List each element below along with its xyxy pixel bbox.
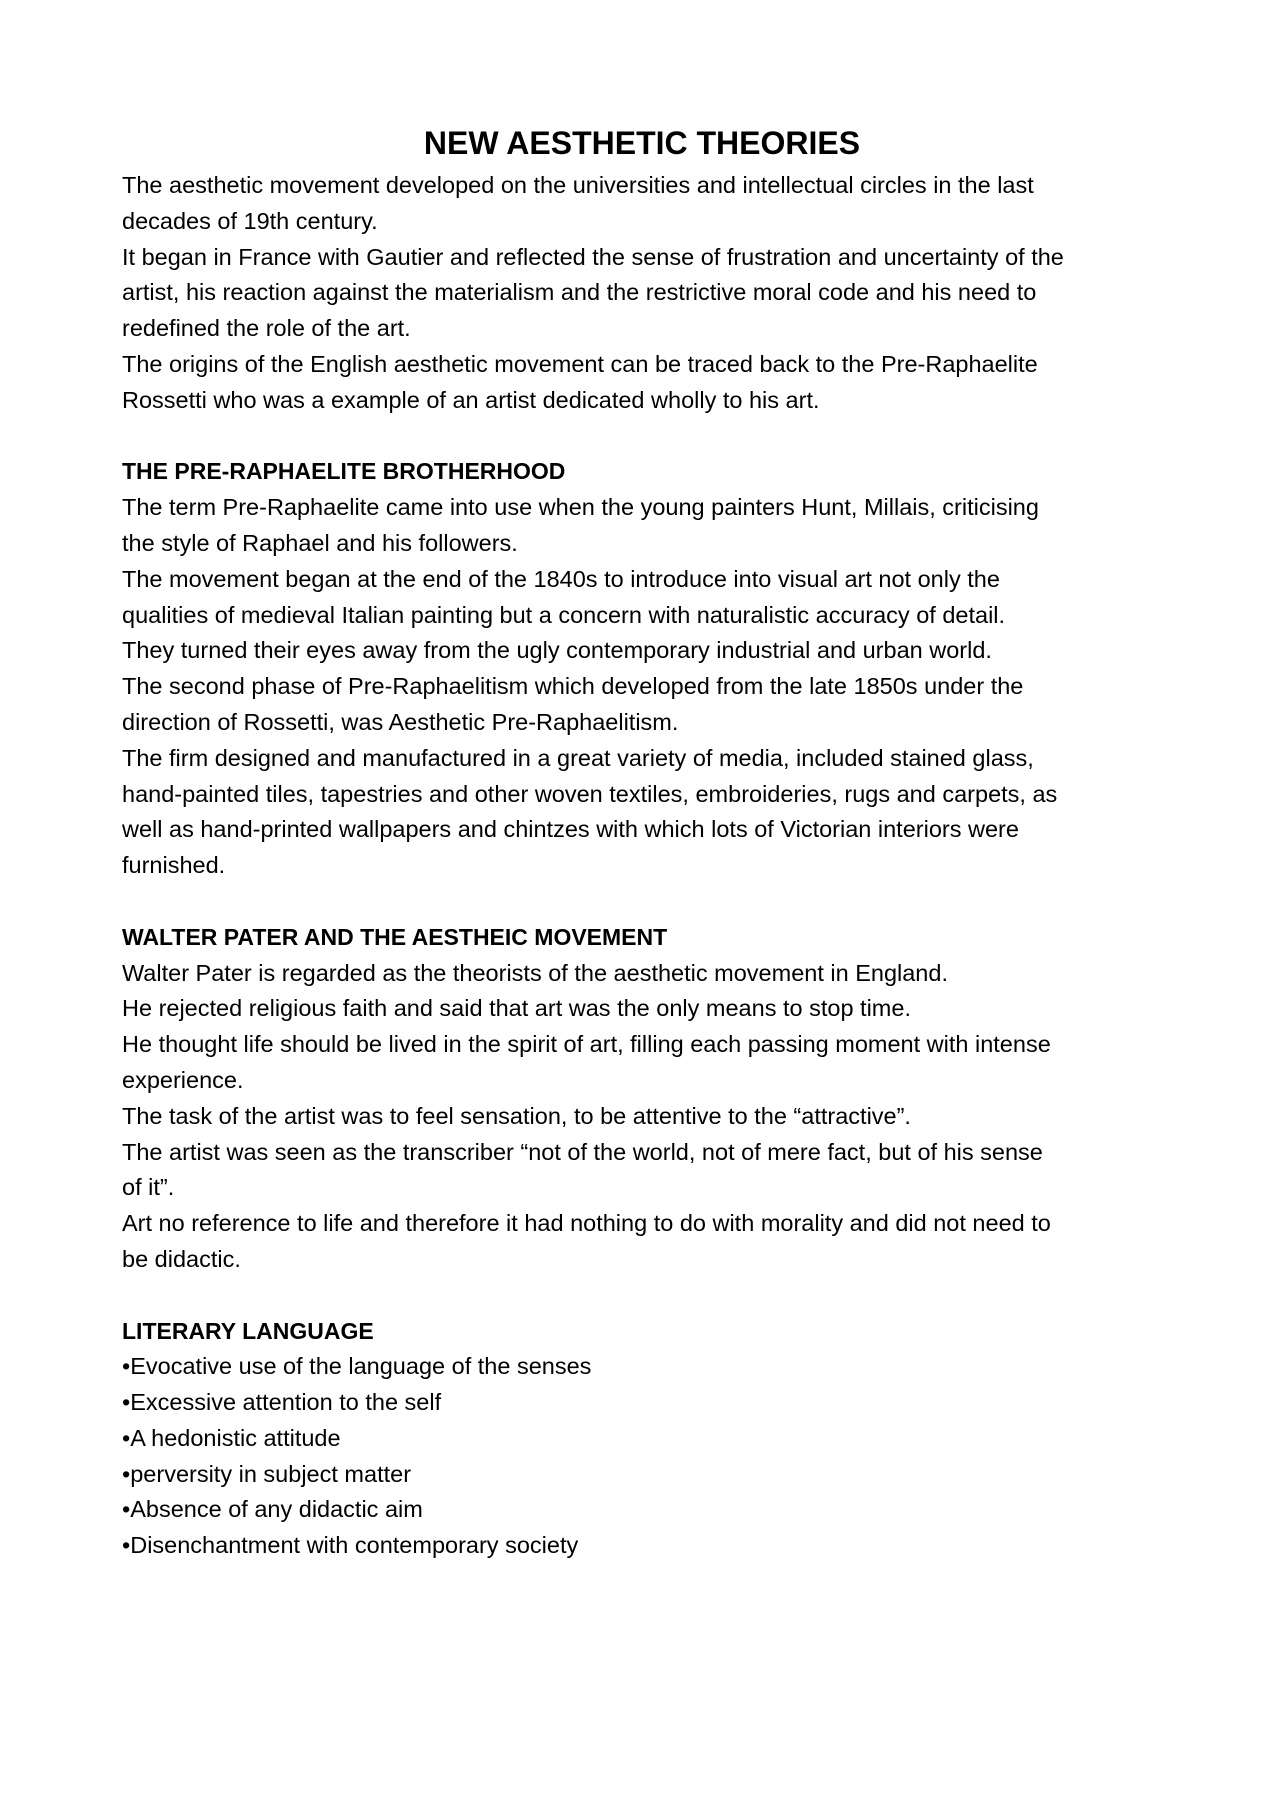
text-line: The aesthetic movement developed on the universities and intellectual circles in the last bbox=[122, 172, 1034, 198]
bullet-item: •Excessive attention to the self bbox=[122, 1389, 442, 1416]
section-heading: LITERARY LANGUAGE bbox=[122, 1317, 374, 1344]
text-line: redefined the role of the art. bbox=[122, 315, 411, 342]
section-heading: WALTER PATER AND THE AESTHEIC MOVEMENT bbox=[122, 923, 668, 950]
blank-line bbox=[122, 419, 1172, 455]
text-line: He rejected religious faith and said that art was the only means to stop time. bbox=[122, 995, 911, 1022]
text-line: He thought life should be lived in the spirit of art, filling each passing moment with intense bbox=[122, 1031, 1051, 1058]
blank-line bbox=[122, 1278, 1172, 1314]
text-line: of it”. bbox=[122, 1174, 175, 1201]
blank-line bbox=[122, 884, 1172, 920]
text-line: experience. bbox=[122, 1066, 244, 1093]
bullet-item: •A hedonistic attitude bbox=[122, 1424, 341, 1451]
text-line: The movement began at the end of the 1840s to introduce into visual art not only the bbox=[122, 565, 1000, 592]
bullet-item: •Evocative use of the language of the senses bbox=[122, 1353, 592, 1380]
section-pre-raphaelite bbox=[122, 454, 1172, 884]
text-line: qualities of medieval Italian painting but a concern with naturalistic accuracy of detail. bbox=[122, 601, 1006, 628]
text-line: They turned their eyes away from the ugly contemporary industrial and urban world. bbox=[122, 637, 992, 664]
section-heading: THE PRE-RAPHAELITE BROTHERHOOD bbox=[122, 458, 566, 485]
intro-paragraph bbox=[122, 168, 1172, 419]
text-line: The term Pre-Raphaelite came into use when the young painters Hunt, Millais, criticising bbox=[122, 494, 1039, 521]
bullet-item: •Absence of any didactic aim bbox=[122, 1496, 423, 1523]
text-line: Art no reference to life and therefore it had nothing to do with morality and did not need to bbox=[122, 1210, 1051, 1237]
text-line: direction of Rossetti, was Aesthetic Pre-Raphaelitism. bbox=[122, 708, 679, 735]
text-line: hand-painted tiles, tapestries and other woven textiles, embroideries, rugs and carpets, as bbox=[122, 780, 1058, 807]
document-page bbox=[122, 118, 1172, 1564]
text-line: well as hand-printed wallpapers and chintzes with which lots of Victorian interiors were bbox=[122, 816, 1019, 843]
text-line: be didactic. bbox=[122, 1245, 241, 1272]
text-line: Rossetti who was a example of an artist dedicated wholly to his art. bbox=[122, 386, 820, 413]
text-line: The task of the artist was to feel sensation, to be attentive to the “attractive”. bbox=[122, 1102, 911, 1129]
section-literary-language bbox=[122, 1314, 1172, 1565]
text-line: Walter Pater is regarded as the theorists of the aesthetic movement in England. bbox=[122, 959, 948, 986]
text-line: The artist was seen as the transcriber “not of the world, not of mere fact, but of his sense bbox=[122, 1138, 1043, 1165]
section-walter-pater bbox=[122, 920, 1172, 1278]
document-title: NEW AESTHETIC THEORIES bbox=[423, 125, 861, 161]
bullet-item: •perversity in subject matter bbox=[122, 1460, 412, 1487]
text-line: The origins of the English aesthetic movement can be traced back to the Pre-Raphaelite bbox=[122, 350, 1038, 377]
text-line: artist, his reaction against the materialism and the restrictive moral code and his need to bbox=[122, 279, 1037, 306]
bullet-item: •Disenchantment with contemporary society bbox=[122, 1532, 579, 1559]
text-line: the style of Raphael and his followers. bbox=[122, 529, 518, 556]
text-line: The firm designed and manufactured in a great variety of media, included stained glass, bbox=[122, 744, 1034, 771]
text-line: furnished. bbox=[122, 852, 226, 879]
text-line: decades of 19th century. bbox=[122, 207, 378, 234]
text-line: It began in France with Gautier and reflected the sense of frustration and uncertainty of the bbox=[122, 243, 1064, 270]
text-line: The second phase of Pre-Raphaelitism which developed from the late 1850s under the bbox=[122, 673, 1024, 700]
